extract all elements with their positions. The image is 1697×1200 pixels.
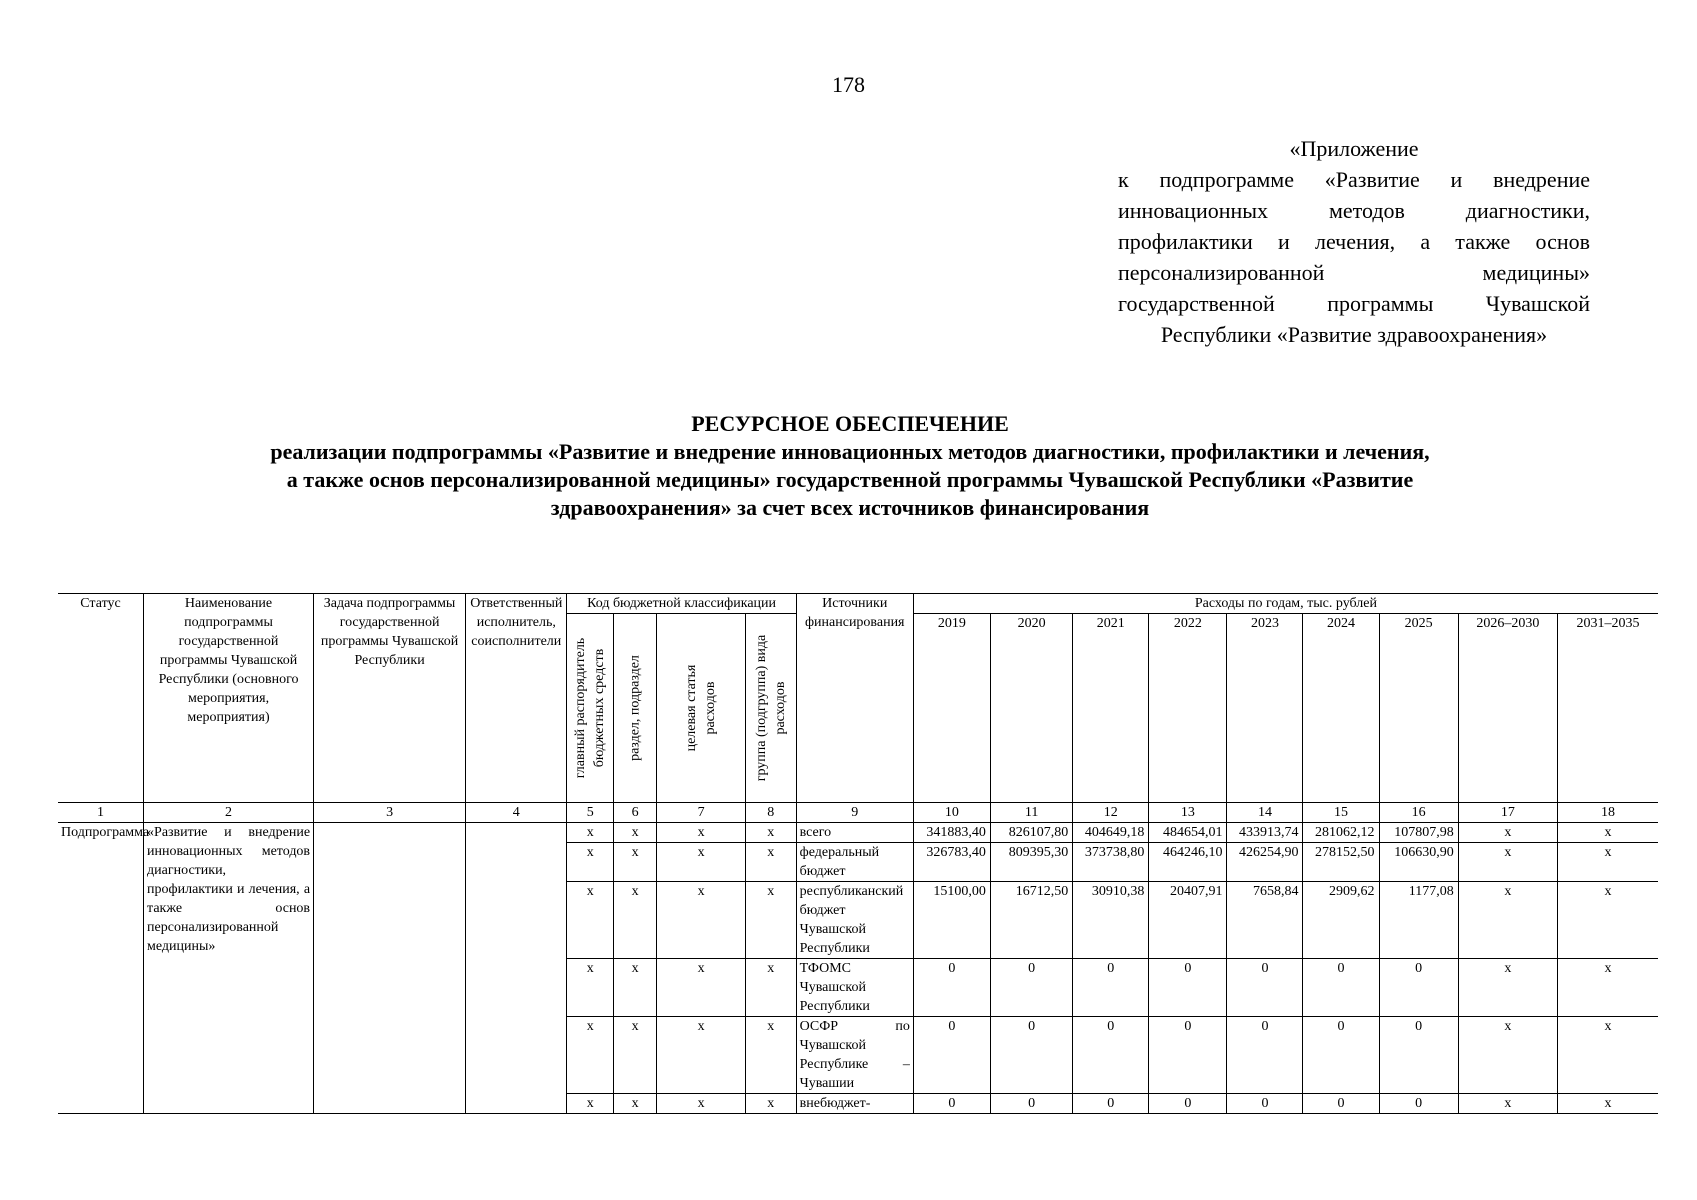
header-year: 2024 — [1303, 614, 1379, 803]
value-cell: 0 — [1303, 1094, 1379, 1114]
column-number: 3 — [314, 803, 466, 823]
value-cell: х — [1458, 823, 1557, 843]
value-cell: 341883,40 — [913, 823, 990, 843]
column-number: 8 — [745, 803, 796, 823]
code-cell: х — [567, 882, 613, 959]
value-cell: 0 — [1303, 1017, 1379, 1094]
header-expense-group: группа (подгруппа) вида расходов — [745, 614, 796, 803]
resource-table — [58, 593, 1658, 1114]
value-cell: 326783,40 — [913, 843, 990, 882]
value-cell: 0 — [1149, 1094, 1227, 1114]
header-sources: Источники финансирования — [796, 594, 913, 803]
header-target-article: целевая статья расходов — [657, 614, 746, 803]
header-status: Статус — [58, 594, 144, 803]
value-cell: 433913,74 — [1227, 823, 1303, 843]
value-cell: 30910,38 — [1073, 882, 1149, 959]
value-cell: 0 — [913, 1017, 990, 1094]
source-cell: внебюджет- — [796, 1094, 913, 1114]
header-chief-manager: главный распорядитель бюджетных средств — [567, 614, 613, 803]
code-cell: х — [567, 823, 613, 843]
title-sub-2: а также основ персонализированной медицины» государственной программы Чувашской Республики «Развитие — [286, 467, 1414, 492]
status-cell: Подпрограмма — [58, 823, 144, 1114]
value-cell: 373738,80 — [1073, 843, 1149, 882]
header-expenses: Расходы по годам, тыс. рублей — [913, 594, 1658, 614]
code-cell: х — [657, 1017, 746, 1094]
header-budget-code: Код бюджетной классификации — [567, 594, 796, 614]
value-cell: 0 — [1227, 1094, 1303, 1114]
source-cell: ОСФР по Чувашской Республике – Чувашии — [796, 1017, 913, 1094]
header-year: 2020 — [990, 614, 1072, 803]
appendix-heading: «Приложение — [1289, 136, 1419, 161]
value-cell: 0 — [1379, 1017, 1458, 1094]
value-cell: 0 — [1379, 959, 1458, 1017]
code-cell: х — [567, 1017, 613, 1094]
code-cell: х — [657, 959, 746, 1017]
table-row — [58, 823, 1658, 843]
column-number: 10 — [913, 803, 990, 823]
value-cell: х — [1458, 843, 1557, 882]
code-cell: х — [567, 959, 613, 1017]
value-cell: 0 — [1073, 1017, 1149, 1094]
column-number: 6 — [613, 803, 656, 823]
subprogram-name-cell: «Развитие и внедрение инновационных методов диагностики, профилактики и лечения, а также основ персонализированной медицины» — [144, 823, 314, 1114]
code-cell: х — [745, 823, 796, 843]
column-number: 15 — [1303, 803, 1379, 823]
code-cell: х — [567, 1094, 613, 1114]
value-cell: х — [1458, 882, 1557, 959]
source-cell: республиканский бюджет Чувашской Республики — [796, 882, 913, 959]
code-cell: х — [613, 1017, 656, 1094]
header-year: 2025 — [1379, 614, 1458, 803]
value-cell: 15100,00 — [913, 882, 990, 959]
value-cell: 0 — [1149, 959, 1227, 1017]
value-cell: 826107,80 — [990, 823, 1072, 843]
column-number: 16 — [1379, 803, 1458, 823]
value-cell: 16712,50 — [990, 882, 1072, 959]
source-cell: всего — [796, 823, 913, 843]
source-cell: ТФОМС Чувашской Республики — [796, 959, 913, 1017]
column-number: 17 — [1458, 803, 1557, 823]
value-cell: х — [1557, 1017, 1658, 1094]
value-cell: 278152,50 — [1303, 843, 1379, 882]
value-cell: х — [1557, 882, 1658, 959]
value-cell: 0 — [990, 1017, 1072, 1094]
value-cell: 0 — [990, 959, 1072, 1017]
column-number: 18 — [1557, 803, 1658, 823]
code-cell: х — [613, 959, 656, 1017]
value-cell: 106630,90 — [1379, 843, 1458, 882]
page-number: 178 — [832, 72, 865, 97]
value-cell: 7658,84 — [1227, 882, 1303, 959]
value-cell: х — [1557, 843, 1658, 882]
responsible-cell — [466, 823, 567, 1114]
value-cell: 484654,01 — [1149, 823, 1227, 843]
value-cell: х — [1557, 823, 1658, 843]
value-cell: х — [1557, 1094, 1658, 1114]
code-cell: х — [745, 882, 796, 959]
value-cell: 107807,98 — [1379, 823, 1458, 843]
code-cell: х — [613, 823, 656, 843]
value-cell: 0 — [913, 1094, 990, 1114]
code-cell: х — [657, 1094, 746, 1114]
value-cell: х — [1458, 1094, 1557, 1114]
value-cell: 809395,30 — [990, 843, 1072, 882]
value-cell: 0 — [1227, 1017, 1303, 1094]
value-cell: 464246,10 — [1149, 843, 1227, 882]
header-section: раздел, подраздел — [613, 614, 656, 803]
code-cell: х — [745, 959, 796, 1017]
column-number: 9 — [796, 803, 913, 823]
value-cell: 0 — [990, 1094, 1072, 1114]
header-year: 2023 — [1227, 614, 1303, 803]
column-number: 1 — [58, 803, 144, 823]
header-year: 2022 — [1149, 614, 1227, 803]
source-cell: федеральный бюджет — [796, 843, 913, 882]
document-title — [100, 410, 1600, 522]
code-cell: х — [613, 1094, 656, 1114]
column-number: 11 — [990, 803, 1072, 823]
value-cell: 404649,18 — [1073, 823, 1149, 843]
appendix-text: к подпрограмме «Развитие и внедрение инновационных методов диагностики, профилактики и лечения, а также основ персонализированной медицины» государственной программы Чувашской Республики «Развитие здравоохранения» — [1118, 167, 1590, 347]
code-cell: х — [613, 843, 656, 882]
column-number: 5 — [567, 803, 613, 823]
header-year: 2019 — [913, 614, 990, 803]
column-number: 2 — [144, 803, 314, 823]
code-cell: х — [745, 1017, 796, 1094]
code-cell: х — [657, 843, 746, 882]
value-cell: 0 — [1073, 959, 1149, 1017]
value-cell: 0 — [1073, 1094, 1149, 1114]
header-year: 2031–2035 — [1557, 614, 1658, 803]
resource-table-container — [58, 593, 1658, 1114]
value-cell: 0 — [1379, 1094, 1458, 1114]
value-cell: 0 — [913, 959, 990, 1017]
header-name: Наименование подпрограммы государственной программы Чувашской Республики (основного мероприятия, мероприятия) — [144, 594, 314, 803]
value-cell: 1177,08 — [1379, 882, 1458, 959]
title-sub-3: здравоохранения» за счет всех источников финансирования — [550, 495, 1150, 520]
value-cell: 281062,12 — [1303, 823, 1379, 843]
appendix-note — [1118, 133, 1590, 350]
title-sub-1: реализации подпрограммы «Развитие и внедрение инновационных методов диагностики, профилактики и лечения, — [270, 439, 1430, 464]
column-number: 14 — [1227, 803, 1303, 823]
value-cell: 20407,91 — [1149, 882, 1227, 959]
code-cell: х — [613, 882, 656, 959]
header-year: 2026–2030 — [1458, 614, 1557, 803]
title-main: РЕСУРСНОЕ ОБЕСПЕЧЕНИЕ — [691, 411, 1009, 436]
code-cell: х — [745, 843, 796, 882]
column-number: 13 — [1149, 803, 1227, 823]
code-cell: х — [657, 882, 746, 959]
code-cell: х — [745, 1094, 796, 1114]
value-cell: 0 — [1227, 959, 1303, 1017]
value-cell: 2909,62 — [1303, 882, 1379, 959]
header-year: 2021 — [1073, 614, 1149, 803]
header-responsible: Ответственный исполнитель, соисполнители — [466, 594, 567, 803]
value-cell: 0 — [1303, 959, 1379, 1017]
value-cell: х — [1458, 1017, 1557, 1094]
column-number: 12 — [1073, 803, 1149, 823]
code-cell: х — [567, 843, 613, 882]
header-task: Задача подпрограммы государственной программы Чувашской Республики — [314, 594, 466, 803]
column-number: 7 — [657, 803, 746, 823]
column-number-row — [58, 803, 1658, 823]
code-cell: х — [657, 823, 746, 843]
value-cell: 0 — [1149, 1017, 1227, 1094]
column-number: 4 — [466, 803, 567, 823]
value-cell: х — [1458, 959, 1557, 1017]
value-cell: х — [1557, 959, 1658, 1017]
value-cell: 426254,90 — [1227, 843, 1303, 882]
task-cell — [314, 823, 466, 1114]
